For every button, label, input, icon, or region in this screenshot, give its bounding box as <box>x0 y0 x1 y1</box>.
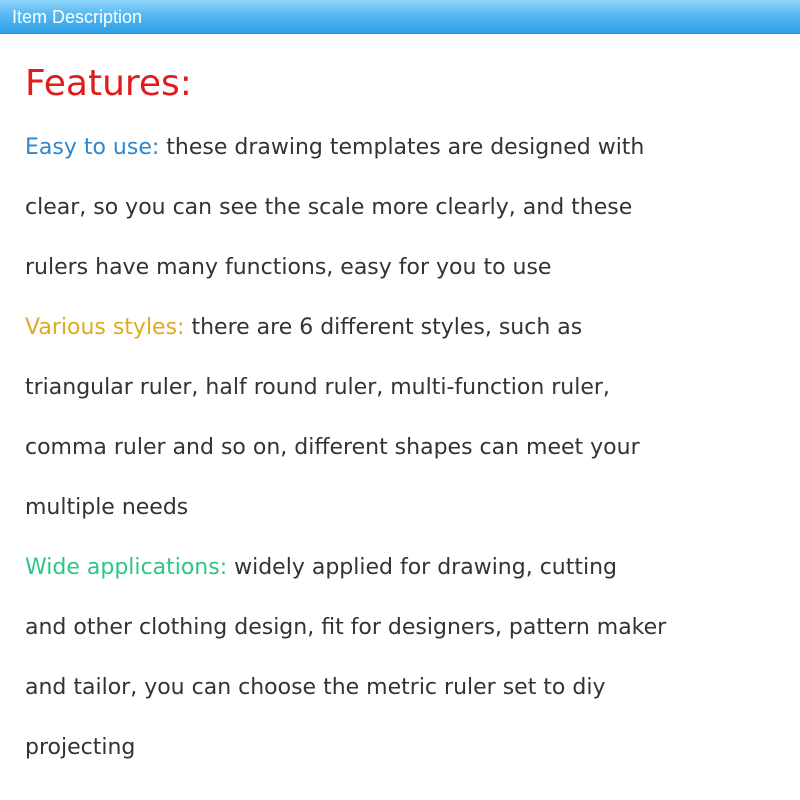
feature-styles-line-1 <box>25 298 785 358</box>
feature-applications-line-4: projecting <box>25 735 136 760</box>
feature-label-various-styles: Various styles: <box>25 315 185 340</box>
feature-text: these drawing templates are designed with <box>159 135 645 160</box>
header-title: Item Description <box>12 7 143 27</box>
feature-easy-line-1 <box>25 118 785 178</box>
feature-styles-line-4: multiple needs <box>25 495 189 520</box>
item-description-header <box>0 0 800 34</box>
features-content <box>25 118 785 778</box>
feature-label-easy-to-use: Easy to use: <box>25 135 160 160</box>
feature-text: there are 6 different styles, such as <box>184 315 583 340</box>
feature-applications-line-3: and tailor, you can choose the metric ruler set to diy <box>25 675 606 700</box>
feature-easy-line-2: clear, so you can see the scale more clearly, and these <box>25 195 633 220</box>
feature-text: widely applied for drawing, cutting <box>227 555 618 580</box>
features-heading: Features: <box>25 63 192 104</box>
feature-applications-line-1 <box>25 538 785 598</box>
feature-label-wide-applications: Wide applications: <box>25 555 228 580</box>
feature-styles-line-2: triangular ruler, half round ruler, multi-function ruler, <box>25 375 610 400</box>
feature-applications-line-2: and other clothing design, fit for designers, pattern maker <box>25 615 667 640</box>
feature-easy-line-3: rulers have many functions, easy for you to use <box>25 255 552 280</box>
feature-styles-line-3: comma ruler and so on, different shapes can meet your <box>25 435 640 460</box>
